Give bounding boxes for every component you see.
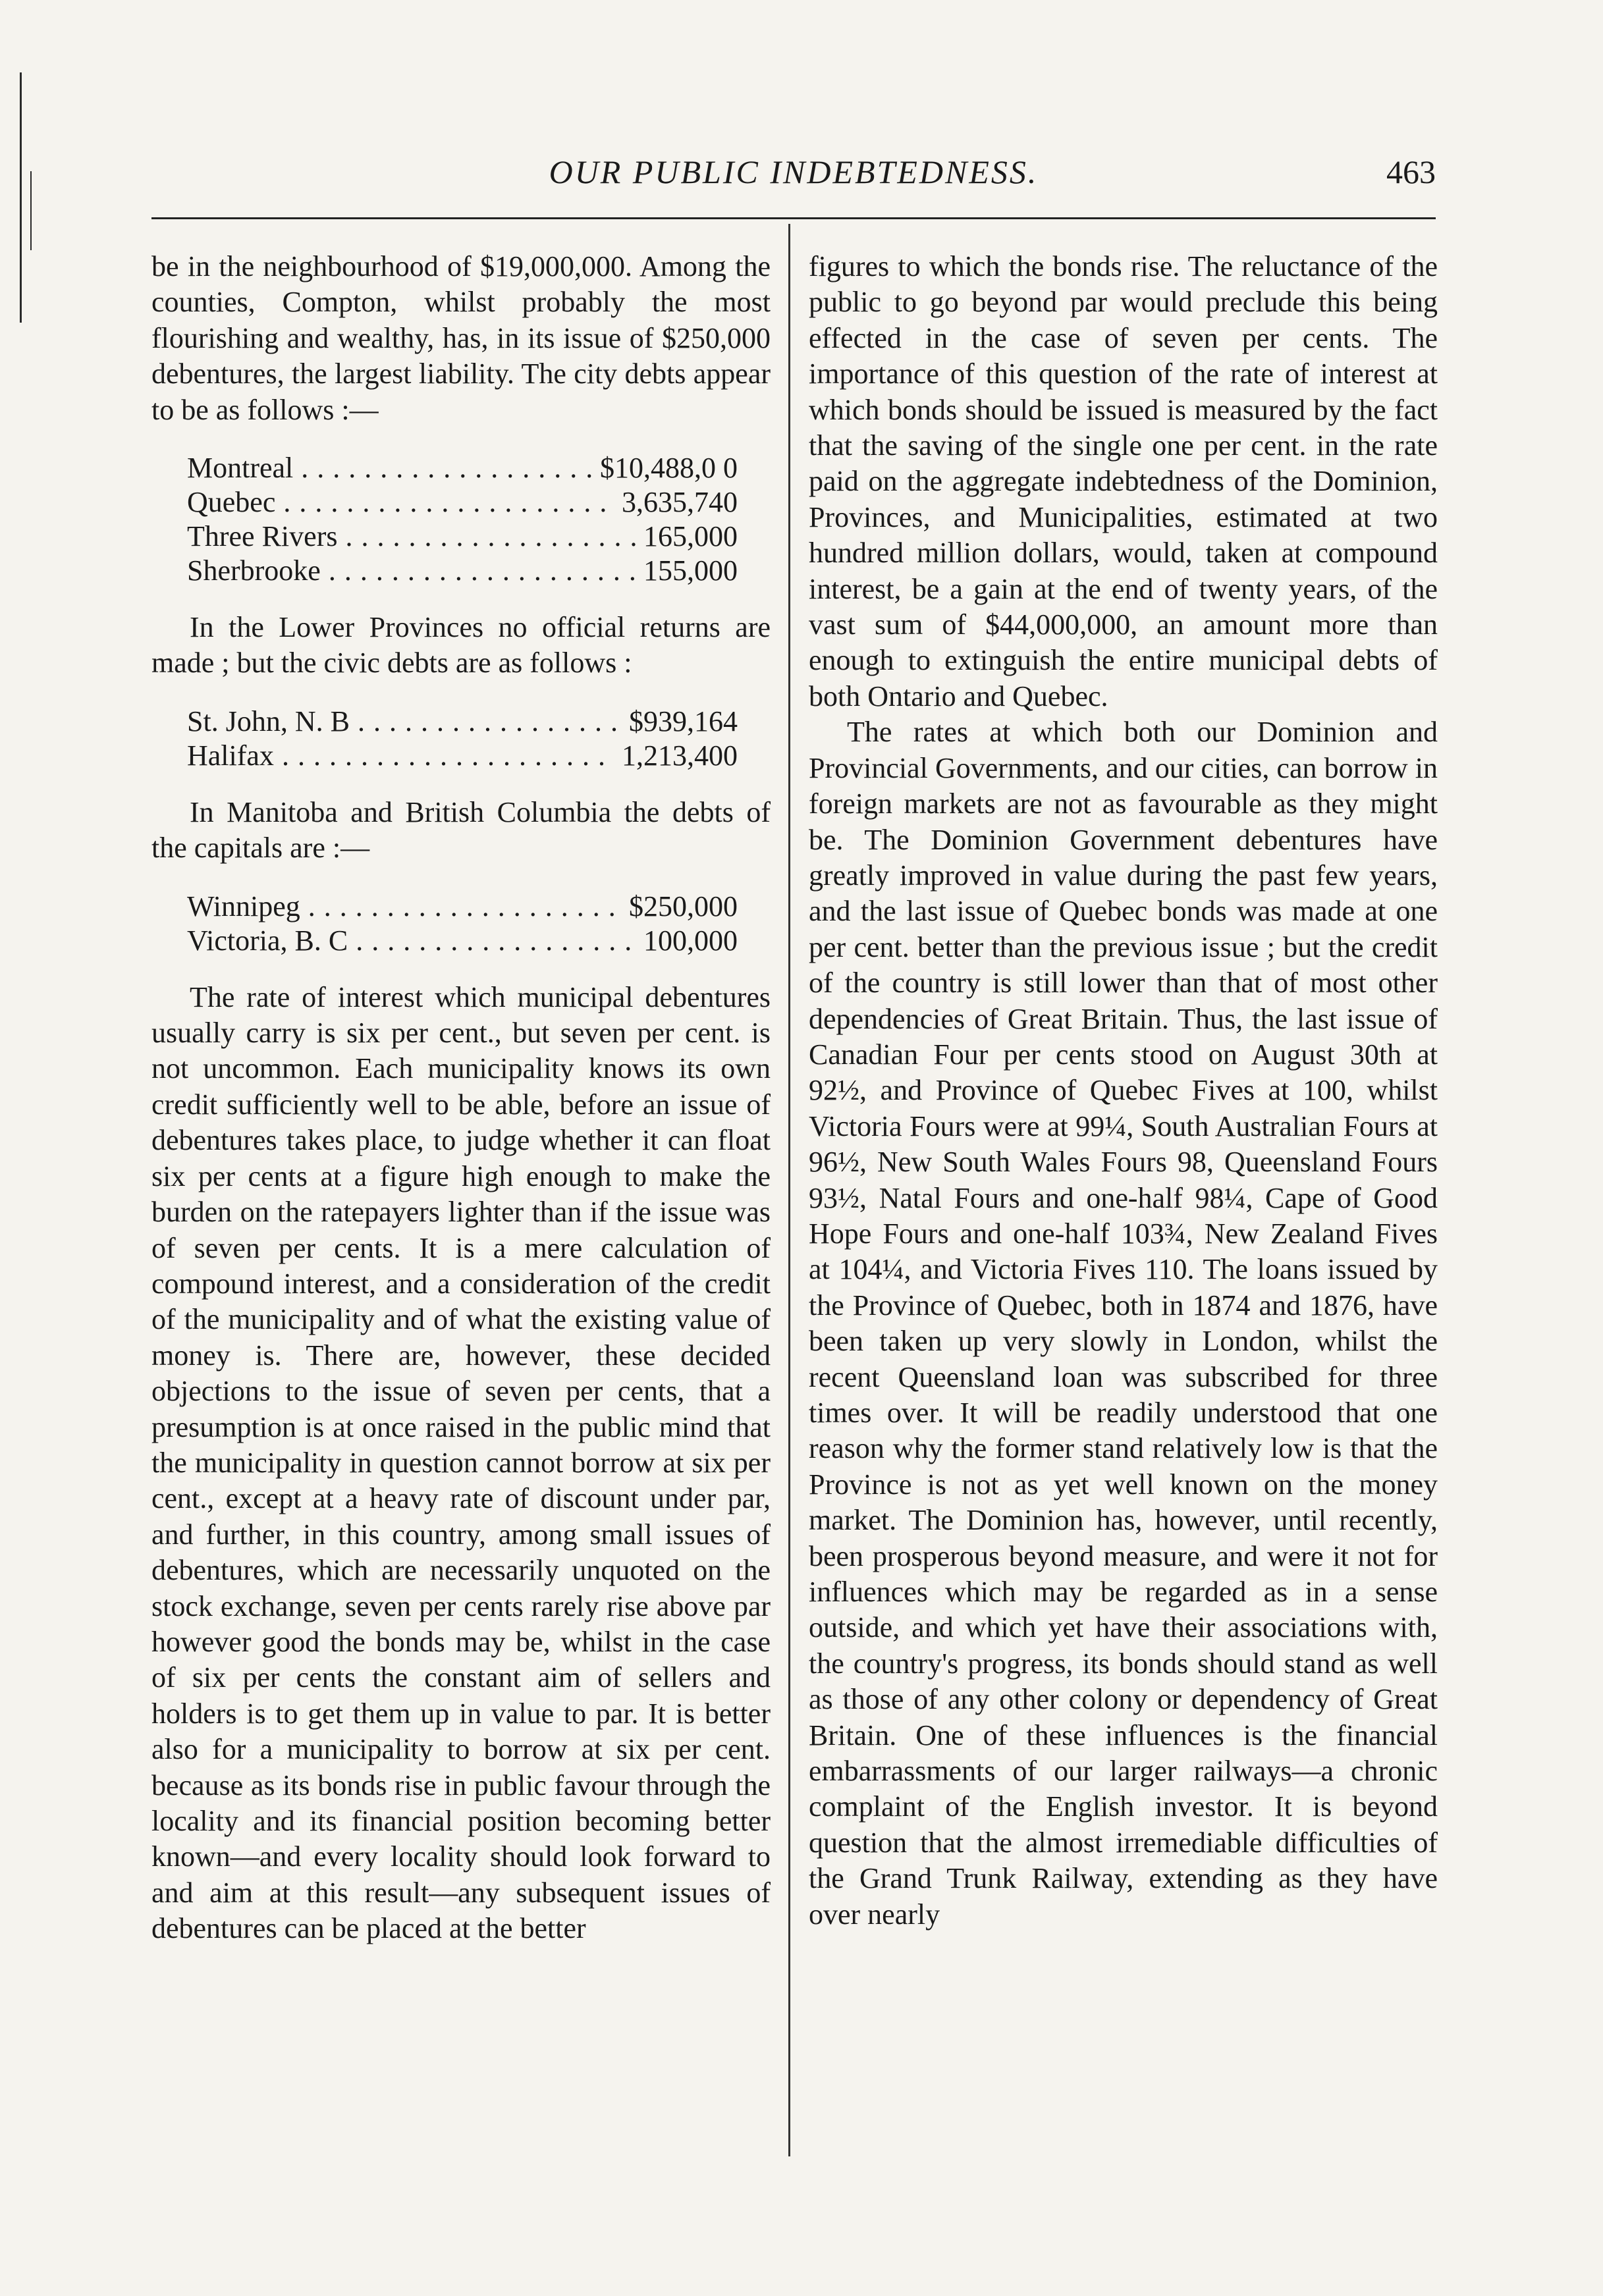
table-row	[187, 738, 738, 772]
running-head	[151, 144, 1436, 196]
table-row	[187, 553, 738, 587]
place-name: Victoria, B. C . . .	[187, 923, 636, 959]
scan-edge-line-2	[30, 171, 32, 250]
table-row	[187, 889, 738, 923]
debt-amount: 165,000	[643, 520, 738, 553]
paragraph: figures to which the bonds rise. The reluctance of the public to go beyond par would preclude this being effected in the case of seven per cents. The importance of this question of the rate of interest at which bonds should be issued is measured by the fact that the saving of the single one per cent. in the rate paid on the aggregate indebtedness of the Dominion, Provinces, and Municipalities, estimated at two hundred million dollars, would, taken at compound interest, be a gain at the end of twenty years, of the vast sum of $44,000,000, an amount more than enough to extinguish the entire municipal debts of both Ontario and Quebec.	[809, 250, 1438, 712]
place-name: St. John, N. B . . .	[187, 704, 621, 739]
page-number: 463	[1386, 153, 1436, 190]
right-column	[809, 249, 1438, 1933]
place-name: Three Rivers . . .	[187, 519, 636, 554]
debt-amount: 100,000	[643, 924, 738, 957]
place-name: Quebec . . .	[187, 485, 614, 520]
table-row	[187, 450, 738, 485]
table-row	[187, 923, 738, 957]
debt-amount: $939,164	[629, 705, 738, 737]
paragraph: be in the neighbourhood of $19,000,000. Among the counties, Compton, whilst probably the most flourishing and wealthy, has, in its issue of $250,000 debentures, the largest liability. The city debts appear to be as follows :—	[151, 250, 771, 426]
paragraph: The rate of interest which municipal debentures usually carry is six per cent., but seven per cent. is not uncommon. Each municipality knows its own credit sufficiently well to be able, before an issue of debentures takes place, to judge whether it can float six per cents at a figure high enough to make the burden on the ratepayers lighter than if the issue was of seven per cents. It is a mere calculation of compound interest, and a consideration of the credit of the municipality and of what the existing value of money is. There are, however, these decided objections to the issue of seven per cents, that a presumption is at once raised in the public mind that the municipality in question cannot borrow at six per cent., except at a heavy rate of discount under par, and further, in this country, among small issues of debentures, which are necessarily unquoted on the stock exchange, seven per cents rarely rise above par however good the bonds may be, whilst in the case of six per cents the constant aim of sellers and holders is to get them up in value to par. It is better also for a municipality to borrow at six per cent. because as its bonds rise in public favour through the locality and its financial position becoming better known—and every locality should look forward to and aim at this result—any subsequent issues of debentures can be placed at the better	[151, 980, 771, 1945]
place-name: Halifax . . .	[187, 738, 614, 774]
debt-amount: 1,213,400	[622, 739, 738, 772]
left-column	[151, 249, 771, 1947]
place-name: Montreal . . .	[187, 450, 592, 486]
debt-amount: $250,000	[629, 890, 738, 922]
lower-provinces-debts-table	[187, 704, 738, 772]
paragraph: In the Lower Provinces no official returns are made ; but the civic debts are as follows :	[151, 611, 771, 680]
table-row	[187, 704, 738, 738]
running-title: OUR PUBLIC INDEBTEDNESS.	[549, 153, 1039, 190]
scan-edge-line	[20, 72, 22, 323]
capital-debts-table	[187, 889, 738, 957]
column-divider	[788, 224, 790, 2156]
debt-amount: 155,000	[643, 554, 738, 587]
table-row	[187, 485, 738, 519]
place-name: Sherbrooke . . .	[187, 553, 636, 589]
debt-amount: 3,635,740	[622, 486, 738, 519]
paragraph: The rates at which both our Dominion and Provincial Governments, and our cities, can borrow in foreign markets are not as favourable as they might be. The Dominion Government debentures have greatly improved in value during the past few years, and the last issue of Quebec bonds was made at one per cent. better than the previous issue ; but the credit of the country is still lower than that of most other dependencies of Great Britain. Thus, the last issue of Canadian Four per cents stood on August 30th at 92½, and Province of Quebec Fives at 100, whilst Victoria Fours were at 99¼, South Australian Fours at 96½, New South Wales Fours 98, Queensland Fours 93½, Natal Fours and one-half 98¼, Cape of Good Hope Fours and one-half 103¾, New Zealand Fives at 104¼, and Victoria Fives 110. The loans issued by the Province of Quebec, both in 1874 and 1876, have been taken up very slowly in London, whilst the recent Queensland loan was subscribed for three times over. It will be readily understood that one reason why the former stand relatively low is that the Province is not as yet well known on the money market. The Dominion has, however, until recently, been prosperous beyond measure, and were it not for influences which may be regarded as in a sense outside, and which yet have their associations with, the country's progress, its bonds should stand as well as those of any other colony or dependency of Great Britain. One of these influences is the financial embarrassments of our larger railways—a chronic complaint of the English investor. It is beyond question that the almost irremediable difficulties of the Grand Trunk Railway, extending as they have over nearly	[809, 716, 1438, 1931]
place-name: Winnipeg . . .	[187, 889, 621, 924]
debt-amount: $10,488,0 0	[600, 452, 738, 485]
header-rule	[151, 217, 1436, 219]
paragraph: In Manitoba and British Columbia the debts of the capitals are :—	[151, 795, 771, 865]
table-row	[187, 519, 738, 553]
city-debts-table	[187, 450, 738, 587]
